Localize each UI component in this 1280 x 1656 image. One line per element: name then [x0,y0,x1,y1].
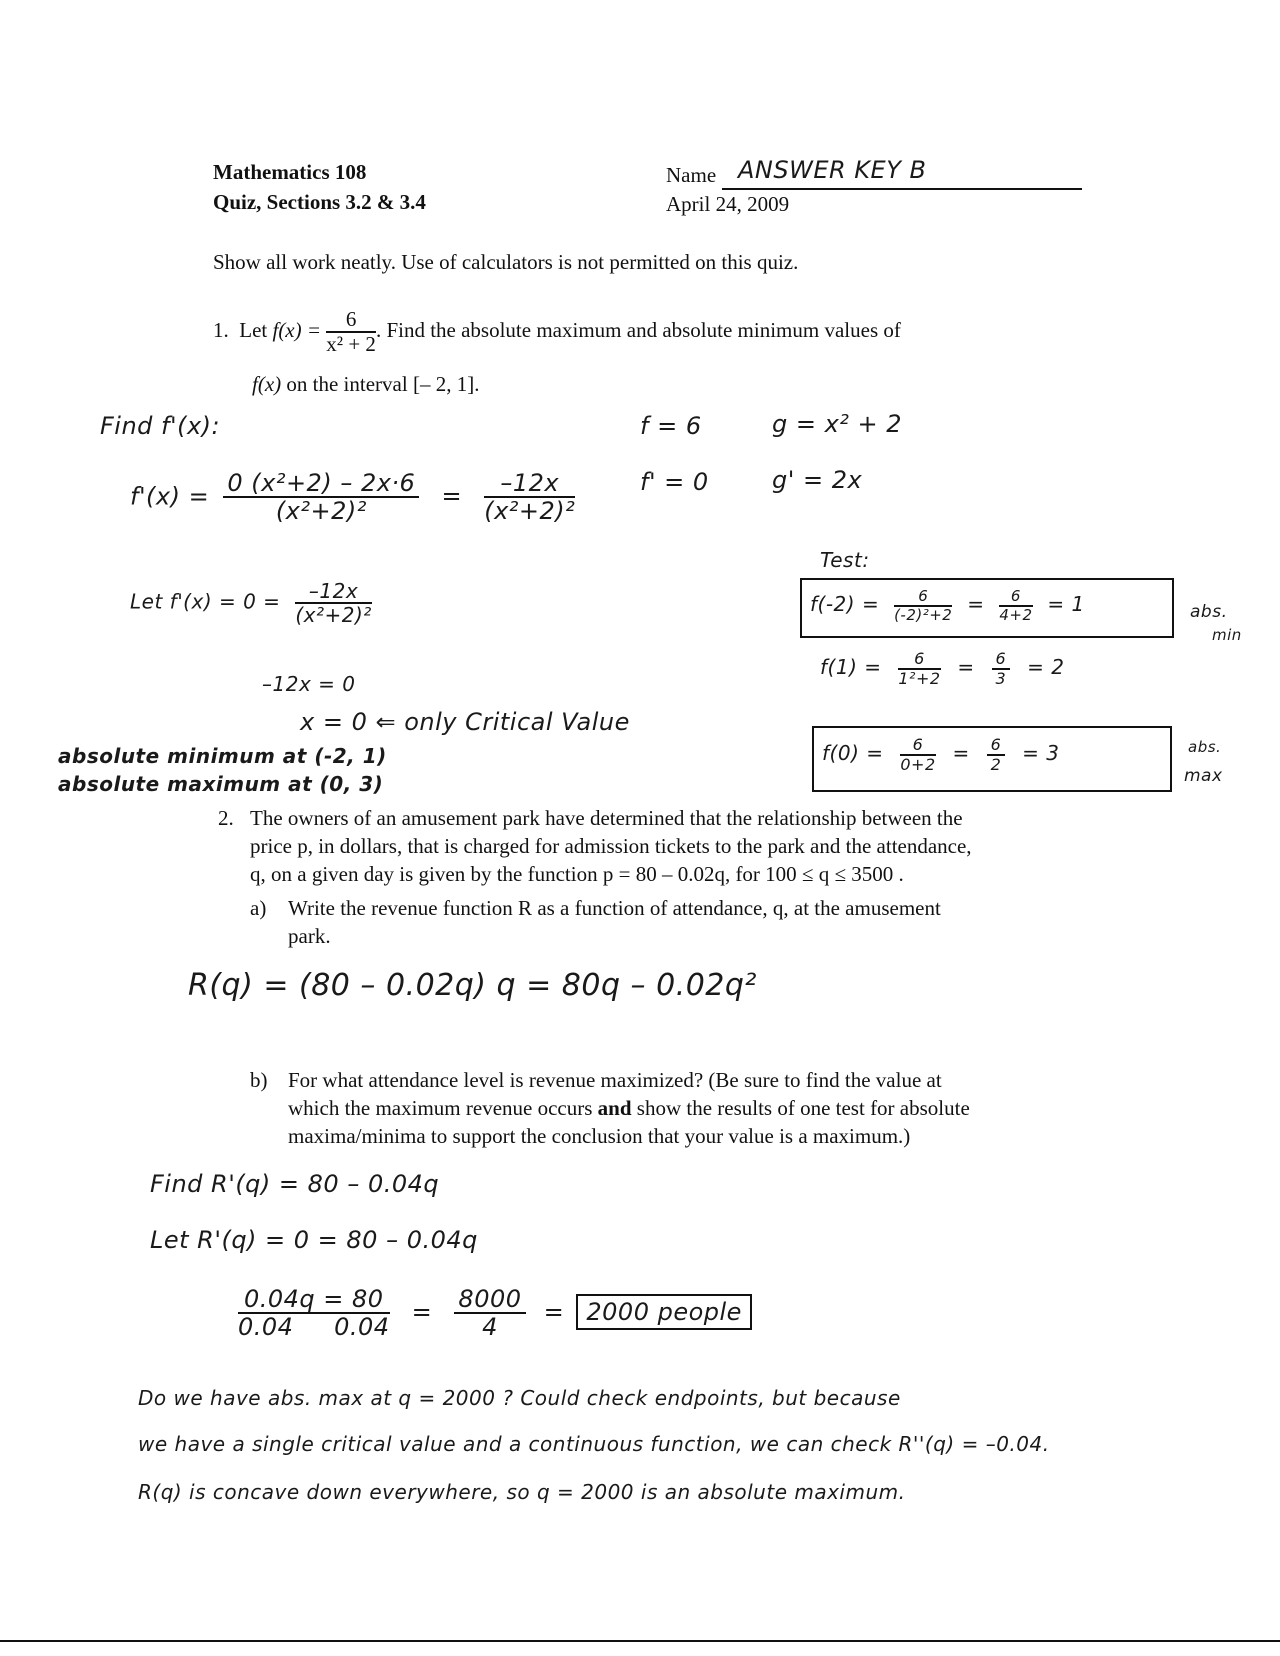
q2b-line2-post: show the results of one test for absolute [636,1096,970,1120]
q1-test-f1-mid [992,650,1011,687]
q2a-line1: Write the revenue function R as a function of attendance, q, at the amusement [288,896,941,920]
q2b-result-denominator: 4 [482,1313,498,1342]
q1-prompt-line2 [252,372,479,397]
q1-abs-max-note-1: abs. [1188,738,1222,756]
q2b-conclusion-2: we have a single critical value and a continuous function, we can check R''(q) = –0.04. [138,1432,1050,1456]
q1-test-f0-mid-num: 6 [987,736,1006,756]
q2-line1: The owners of an amusement park have determined that the relationship between the [250,806,963,830]
q1-function-lhs: f(x) = [272,317,322,342]
name-label: Name [666,163,717,187]
q1-find-derivative: Find f'(x): [100,412,221,440]
course-title: Mathematics 108 [213,160,367,184]
quiz-date: April 24, 2009 [666,192,790,216]
q2b-solve-numerator: 0.04q = 80 [238,1286,390,1314]
q1-test-f0-eq: = [952,741,970,766]
q1-test-f-neg2-lhs: f(-2) = [810,592,880,616]
q2-line3: q, on a given day is given by the function p = 80 – 0.02q, for 100 ≤ q ≤ 3500 . [250,862,904,886]
q2b-line1: For what attendance level is revenue maximized? (Be sure to find the value at [288,1068,942,1092]
q1-fprime-zero: f' = 0 [640,468,709,496]
q1-test-f1-den: 1²+2 [898,668,941,688]
q1-test-f0-mid [987,736,1006,773]
q1-test-f1-result: = 2 [1027,655,1065,680]
q1-gprime: g' = 2x [772,466,863,494]
q1-abs-min-note-1: abs. [1190,602,1228,622]
q1-simplified-denominator: (x²+2)² [484,497,576,526]
q1-derivative-work [130,470,575,525]
q2b-find-rprime: Find R'(q) = 80 – 0.04q [150,1170,440,1198]
q1-test-f1-mid-num: 6 [992,650,1011,670]
q1-critical-value: x = 0 ⇐ only Critical Value [300,708,630,736]
q1-abs-max-note-2: max [1184,766,1223,786]
q1-number: 1. [213,317,229,342]
q1-simplified-numerator: –12x [484,470,575,498]
q1-test-f-neg2-frac [894,588,952,623]
q1-derivative-equals: = [441,482,463,511]
quiz-title: Quiz, Sections 3.2 & 3.4 [213,190,426,214]
q2b-let-rprime: Let R'(q) = 0 = 80 – 0.04q [150,1226,478,1254]
q2b-solve-den-left: 0.04 [238,1313,294,1342]
q1-g-is: g = x² + 2 [772,410,903,438]
q1-abs-min-note-2: min [1212,626,1242,644]
q1-derivative-lhs: f'(x) = [130,482,210,511]
q2b-conclusion-1: Do we have abs. max at q = 2000 ? Could check endpoints, but because [138,1386,901,1410]
q1-function-denominator: x² + 2 [326,332,376,357]
q2b-solve-den-right: 0.04 [334,1313,390,1342]
q1-test-f1-lhs: f(1) = [820,655,882,680]
q1-test-f0-mid-den: 2 [990,754,1002,774]
q1-test-f0 [822,736,1060,773]
q1-let-zero-numerator: –12x [295,580,371,604]
q1-line2-text: on the interval [286,372,408,396]
q1-let-zero-denominator: (x²+2)² [295,603,372,627]
q2b-solve-fraction [238,1286,390,1341]
q2b-conclusion-3: R(q) is concave down everywhere, so q = 2000 is an absolute maximum. [138,1480,906,1504]
q1-abs-min-answer: absolute minimum at (-2, 1) [58,744,387,768]
q1-prompt [213,308,901,356]
q1-test-f-neg2-eq: = [967,592,985,616]
page-bottom-edge [0,1640,1280,1642]
q1-let: Let [239,317,268,342]
q1-test-f1-mid-den: 3 [995,668,1007,688]
q1-test-f-neg2-mid-den: 4+2 [999,605,1033,624]
q2a-line2: park. [288,924,331,948]
q2b-line2-and: and [597,1096,632,1120]
q2-number: 2. [218,806,234,830]
q1-test-f1-num: 6 [898,650,940,670]
q1-test-f1 [820,650,1064,687]
q2b-line2 [288,1096,970,1121]
q1-let-zero-fraction [295,580,371,626]
q1-test-f0-num: 6 [900,736,935,756]
q1-function-numerator: 6 [326,308,376,333]
q2a-answer: R(q) = (80 – 0.02q) q = 80q – 0.02q² [188,968,757,1003]
q1-test-f-neg2-result: = 1 [1047,592,1085,616]
q1-test-f0-lhs: f(0) = [822,741,884,766]
q2b-line3: maxima/minima to support the conclusion that your value is a maximum.) [288,1124,911,1148]
q2-line2: price p, in dollars, that is charged for admission tickets to the park and the attendance, [250,834,972,858]
q1-test-f-neg2-mid-num: 6 [999,588,1032,607]
q1-test-f-neg2 [810,588,1085,623]
q2b-result-numerator: 8000 [454,1286,525,1314]
q1-line2-function: f(x) [252,372,282,396]
q2b-answer: 2000 people [586,1298,742,1327]
instructions: Show all work neatly. Use of calculators is not permitted on this quiz. [213,250,799,274]
q1-test-label: Test: [820,548,870,572]
q2b-solve-denominator [238,1314,390,1340]
q2b-result-fraction [454,1286,525,1341]
q1-test-f0-frac [900,736,935,773]
q1-let-zero-work [130,580,372,626]
q2b-answer-box [576,1294,752,1330]
q1-interval: [– 2, 1]. [412,372,480,396]
q1-test-f-neg2-den: (-2)²+2 [894,605,953,624]
name-underline [722,188,1082,190]
q1-derivative-fraction [223,470,419,525]
q2b-solve-equals: = [411,1298,433,1327]
q1-prompt-text: . Find the absolute maximum and absolute minimum values of [375,317,901,342]
q1-function-fraction [326,308,376,356]
q1-f-is: f = 6 [640,412,702,440]
q1-simplified-fraction [484,470,575,525]
q1-derivative-denominator: (x²+2)² [275,497,367,526]
q2b-result-equals: = [543,1298,565,1327]
q2b-solve-step [238,1286,752,1341]
q1-test-f0-result: = 3 [1022,741,1060,766]
name-value: ANSWER KEY B [738,156,927,184]
q2a-label: a) [250,896,267,920]
q1-test-f1-frac [898,650,940,687]
q1-test-f1-eq: = [957,655,975,680]
q1-test-f-neg2-num: 6 [894,588,952,607]
q1-abs-max-answer: absolute maximum at (0, 3) [58,772,384,796]
q1-let-zero: Let f'(x) = 0 = [130,589,281,614]
q2b-line2-pre: which the maximum revenue occurs [288,1096,593,1120]
q1-test-f-neg2-mid [999,588,1032,623]
q1-minus12x: –12x = 0 [262,672,356,696]
q2b-label: b) [250,1068,268,1092]
q1-derivative-numerator: 0 (x²+2) – 2x·6 [223,470,419,498]
q1-test-f0-den: 0+2 [900,754,936,774]
